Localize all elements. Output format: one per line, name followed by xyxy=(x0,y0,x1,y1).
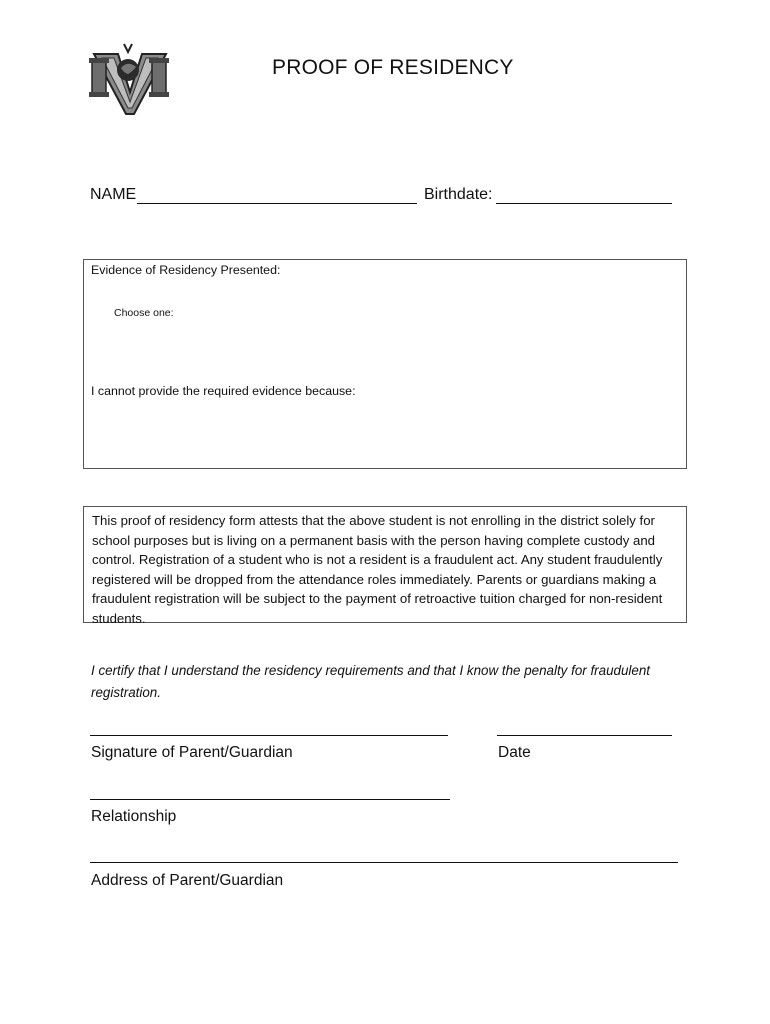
cannot-provide-label: I cannot provide the required evidence because: xyxy=(91,384,356,398)
school-logo xyxy=(88,40,172,118)
attestation-text: This proof of residency form attests that the above student is not enrolling in the district solely for school purposes but is living on a permanent basis with the person having complete custody and control. Registration of a student who is not a resident is a fraudulent act. Any student fraudulently registered will be dropped from the attendance roles immediately. Parents or guardians making a fraudulent registration will be subject to the payment of retroactive tuition charged for non-resident students. xyxy=(92,513,663,626)
birthdate-field[interactable] xyxy=(496,203,672,204)
evidence-heading: Evidence of Residency Presented: xyxy=(91,263,281,277)
page-title: PROOF OF RESIDENCY xyxy=(272,56,514,79)
school-v-crest-logo-icon xyxy=(88,40,172,118)
date-field[interactable] xyxy=(497,735,672,736)
attestation-box xyxy=(83,506,687,626)
evidence-box xyxy=(83,259,687,469)
date-label: Date xyxy=(498,744,531,761)
certification-statement: I certify that I understand the residency requirements and that I know the penalty for fraudulent registration. xyxy=(91,663,651,700)
relationship-field[interactable] xyxy=(90,799,450,800)
name-field[interactable] xyxy=(137,203,417,204)
name-label: NAME xyxy=(90,186,137,203)
relationship-label: Relationship xyxy=(91,808,177,825)
birthdate-label: Birthdate: xyxy=(424,186,493,203)
cannot-provide-reason-field[interactable] xyxy=(91,405,679,463)
address-field[interactable] xyxy=(90,862,678,863)
signature-field[interactable] xyxy=(90,735,448,736)
address-label: Address of Parent/Guardian xyxy=(91,872,284,889)
choose-one-dropdown[interactable]: Choose one: xyxy=(114,307,174,319)
signature-label: Signature of Parent/Guardian xyxy=(91,744,293,761)
